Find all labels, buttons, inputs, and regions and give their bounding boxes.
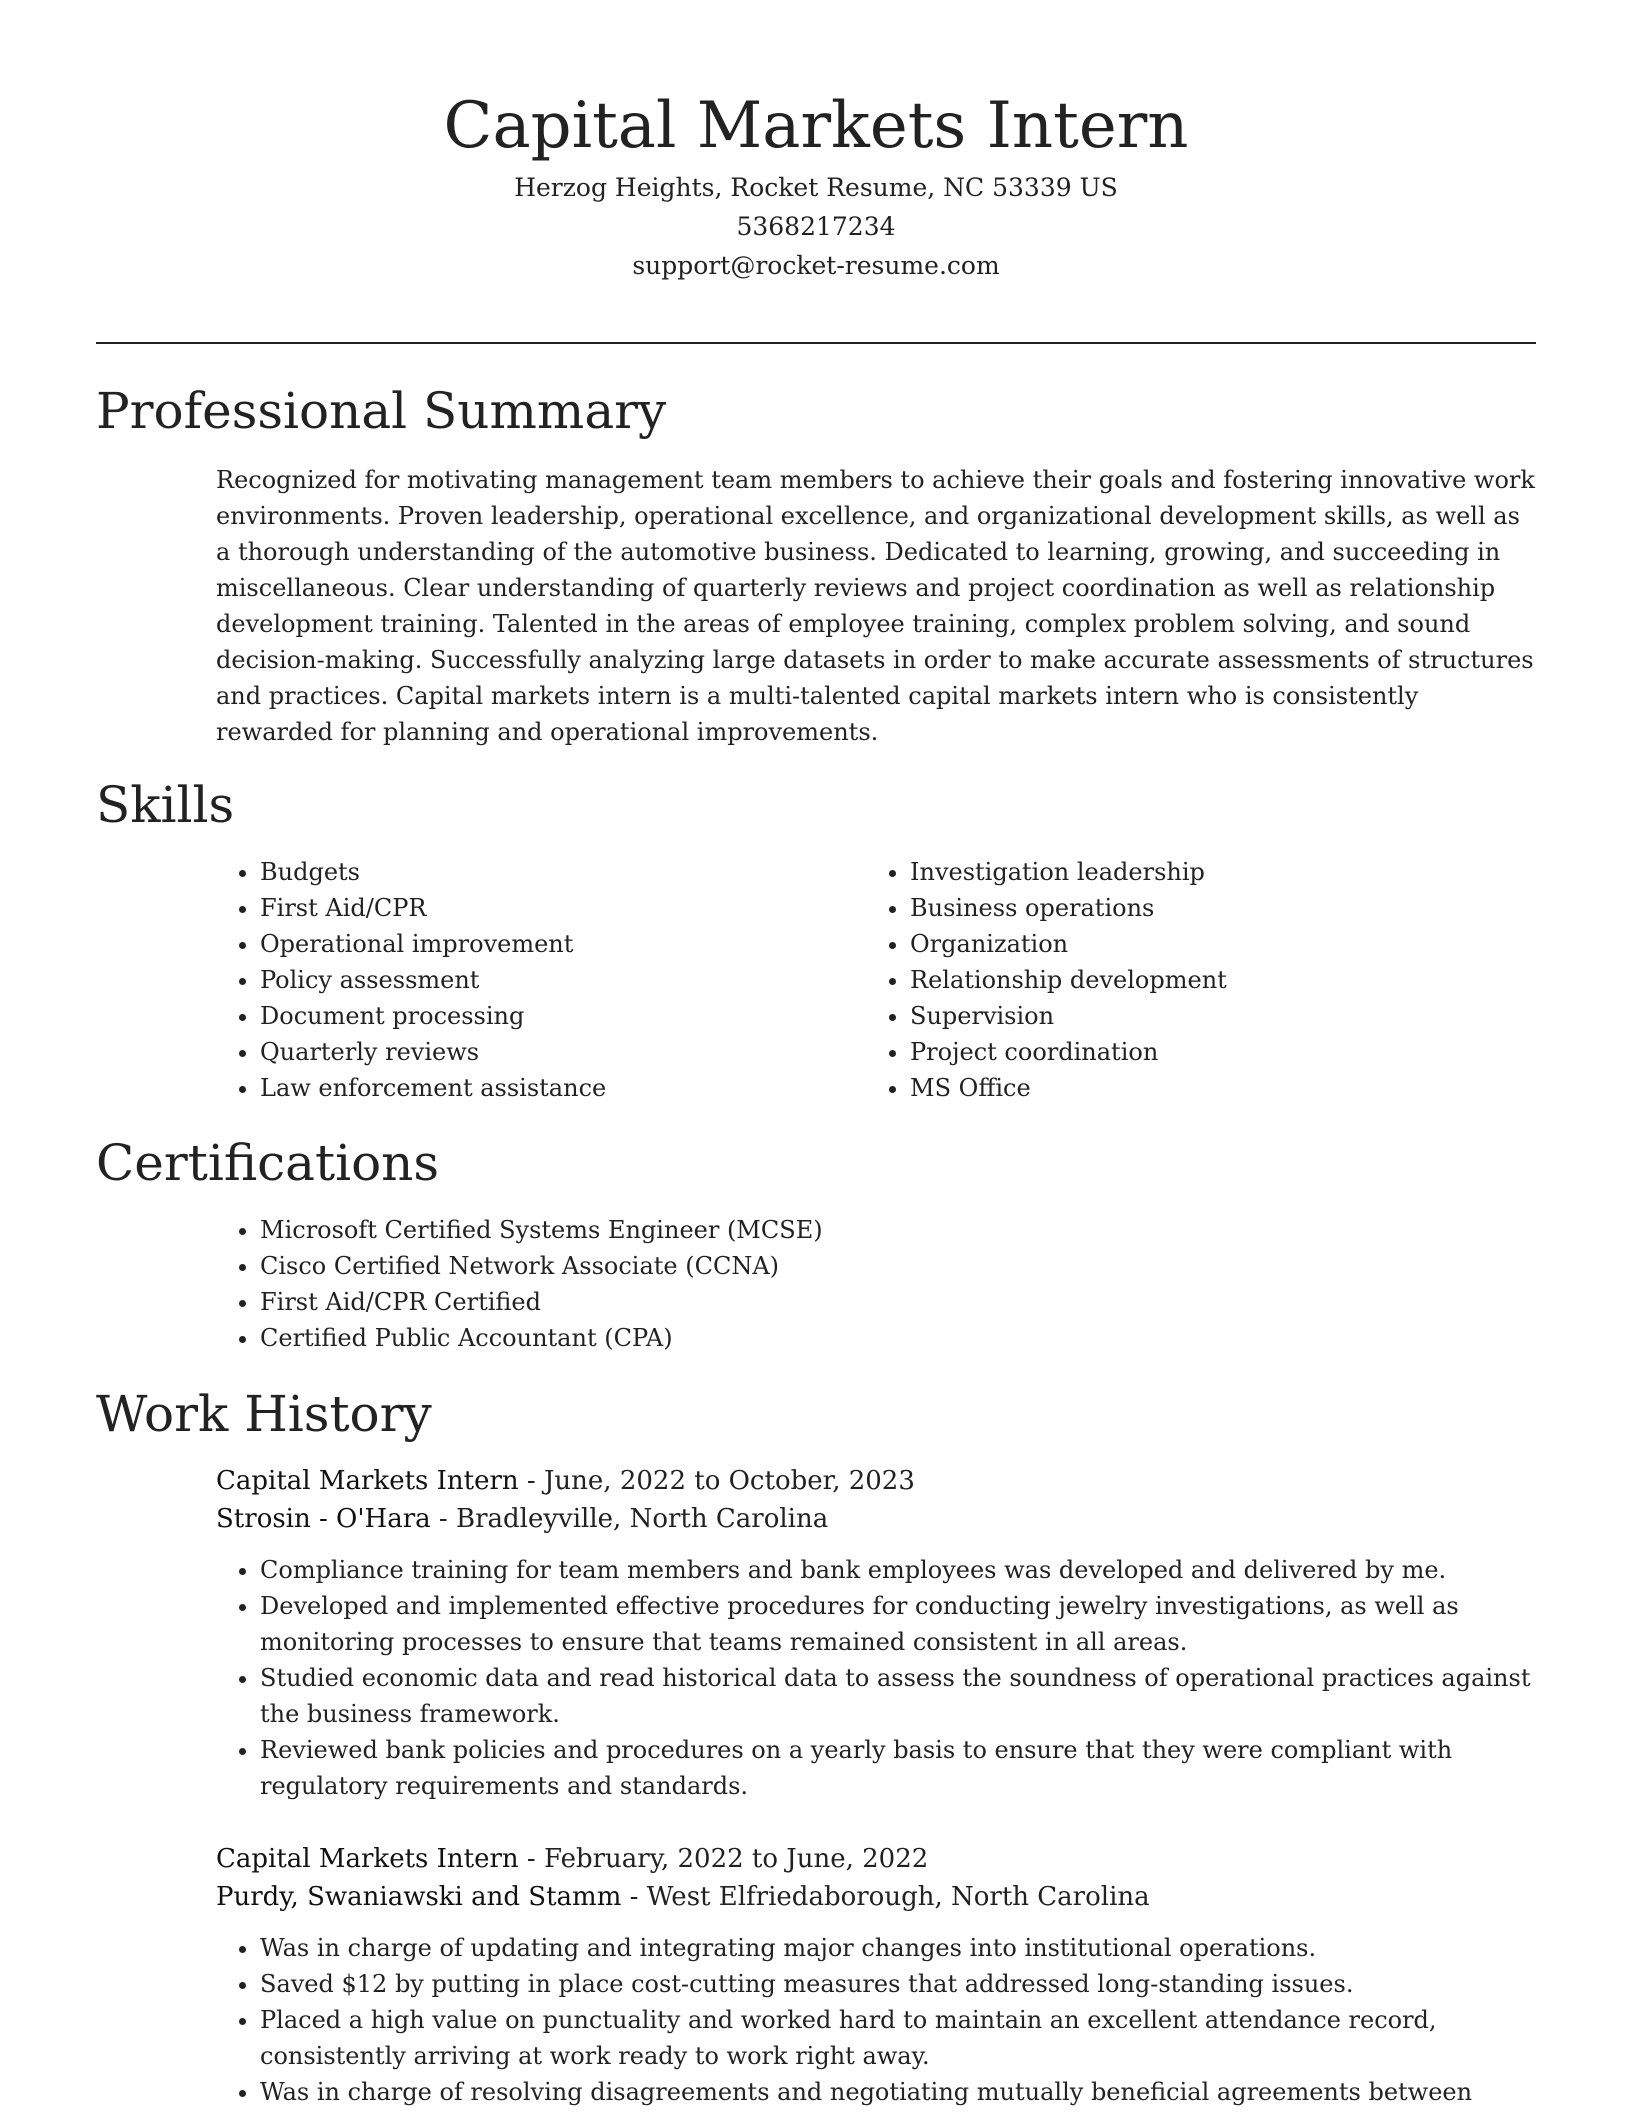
skills-heading: Skills xyxy=(96,776,235,834)
certification-item: • First Aid/CPR Certified xyxy=(260,1284,1536,1320)
job-bullet: • Was in charge of resolving disagreements and negotiating mutually beneficial agreements between xyxy=(260,2074,1536,2110)
skill-item: • Operational improvement xyxy=(260,926,816,962)
skill-item: • Organization xyxy=(910,926,1466,962)
candidate-name: Capital Markets Intern xyxy=(443,89,1189,163)
job-company: Strosin - O'Hara xyxy=(216,1504,431,1534)
skills-right-column xyxy=(866,854,1466,1106)
job-role: Capital Markets Intern xyxy=(216,1466,519,1496)
job-bullet: • Studied economic data and read historical data to assess the soundness of operational practices against the business framework. xyxy=(260,1660,1536,1732)
work-history-heading: Work History xyxy=(96,1385,432,1443)
skill-item: • Supervision xyxy=(910,998,1466,1034)
job-bullet: • Was in charge of updating and integrating major changes into institutional operations. xyxy=(260,1930,1536,1966)
skill-item: • Business operations xyxy=(910,890,1466,926)
job-bullet: • Reviewed bank policies and procedures on a yearly basis to ensure that they were compliant with regulatory requirements and standards. xyxy=(260,1732,1536,1804)
job-company-line: Strosin - O'Hara - Bradleyville, North Carolina xyxy=(216,1504,829,1534)
job-title-line: Capital Markets Intern - June, 2022 to October, 2023 xyxy=(216,1466,915,1496)
job-bullet: • Placed a high value on punctuality and worked hard to maintain an excellent attendance record, consistently arriving at work ready to work right away. xyxy=(260,2002,1536,2074)
certification-item: • Certified Public Accountant (CPA) xyxy=(260,1320,1536,1356)
job-location: West Elfriedaborough, North Carolina xyxy=(646,1882,1150,1912)
job-title-line: Capital Markets Intern - February, 2022 to June, 2022 xyxy=(216,1844,929,1874)
job-company-line: Purdy, Swaniawski and Stamm - West Elfriedaborough, North Carolina xyxy=(216,1882,1150,1912)
job-location: Bradleyville, North Carolina xyxy=(455,1504,829,1534)
job-bullet: • Saved $12 by putting in place cost-cutting measures that addressed long-standing issues. xyxy=(260,1966,1536,2002)
skill-item: • Project coordination xyxy=(910,1034,1466,1070)
skill-item: • Relationship development xyxy=(910,962,1466,998)
skill-item: • MS Office xyxy=(910,1070,1466,1106)
skills-left-column xyxy=(216,854,816,1106)
skill-item: • Document processing xyxy=(260,998,816,1034)
job-entry xyxy=(216,1840,1536,2110)
contact-address: Herzog Heights, Rocket Resume, NC 53339 US xyxy=(514,173,1118,202)
skill-item: • First Aid/CPR xyxy=(260,890,816,926)
skill-item: • Policy assessment xyxy=(260,962,816,998)
skill-item: • Quarterly reviews xyxy=(260,1034,816,1070)
contact-email: support@rocket-resume.com xyxy=(632,251,1000,280)
skill-item: • Law enforcement assistance xyxy=(260,1070,816,1106)
job-dates: February, 2022 to June, 2022 xyxy=(543,1844,929,1874)
job-company: Purdy, Swaniawski and Stamm xyxy=(216,1882,622,1912)
summary-text: Recognized for motivating management team members to achieve their goals and fostering innovative work environments. Proven leadership, operational excellence, and organizational development skills, as well as a thorough understanding of the automotive business. Dedicated to learning, growing, and succeeding in miscellaneous. Clear understanding of quarterly reviews and project coordination as well as relationship development training. Talented in the areas of employee training, complex problem solving, and sound decision-making. Successfully analyzing large datasets in order to make accurate assessments of structures and practices. Capital markets intern is a multi-talented capital markets intern who is consistently rewarded for planning and operational improvements. xyxy=(216,466,1535,746)
job-entry xyxy=(216,1462,1536,1804)
summary-heading: Professional Summary xyxy=(96,382,667,440)
skill-item: • Investigation leadership xyxy=(910,854,1466,890)
resume-header xyxy=(96,84,1536,285)
certifications-list xyxy=(216,1212,1536,1356)
certifications-heading: Certifications xyxy=(96,1134,440,1192)
certification-item: • Cisco Certified Network Associate (CCNA) xyxy=(260,1248,1536,1284)
job-bullet: • Compliance training for team members and bank employees was developed and delivered by me. xyxy=(260,1552,1536,1588)
job-dates: June, 2022 to October, 2023 xyxy=(543,1466,915,1496)
skill-item: • Budgets xyxy=(260,854,816,890)
job-role: Capital Markets Intern xyxy=(216,1844,519,1874)
header-divider xyxy=(96,342,1536,344)
certification-item: • Microsoft Certified Systems Engineer (MCSE) xyxy=(260,1212,1536,1248)
contact-phone: 5368217234 xyxy=(736,212,896,241)
job-bullet: • Developed and implemented effective procedures for conducting jewelry investigations, as well as monitoring processes to ensure that teams remained consistent in all areas. xyxy=(260,1588,1536,1660)
